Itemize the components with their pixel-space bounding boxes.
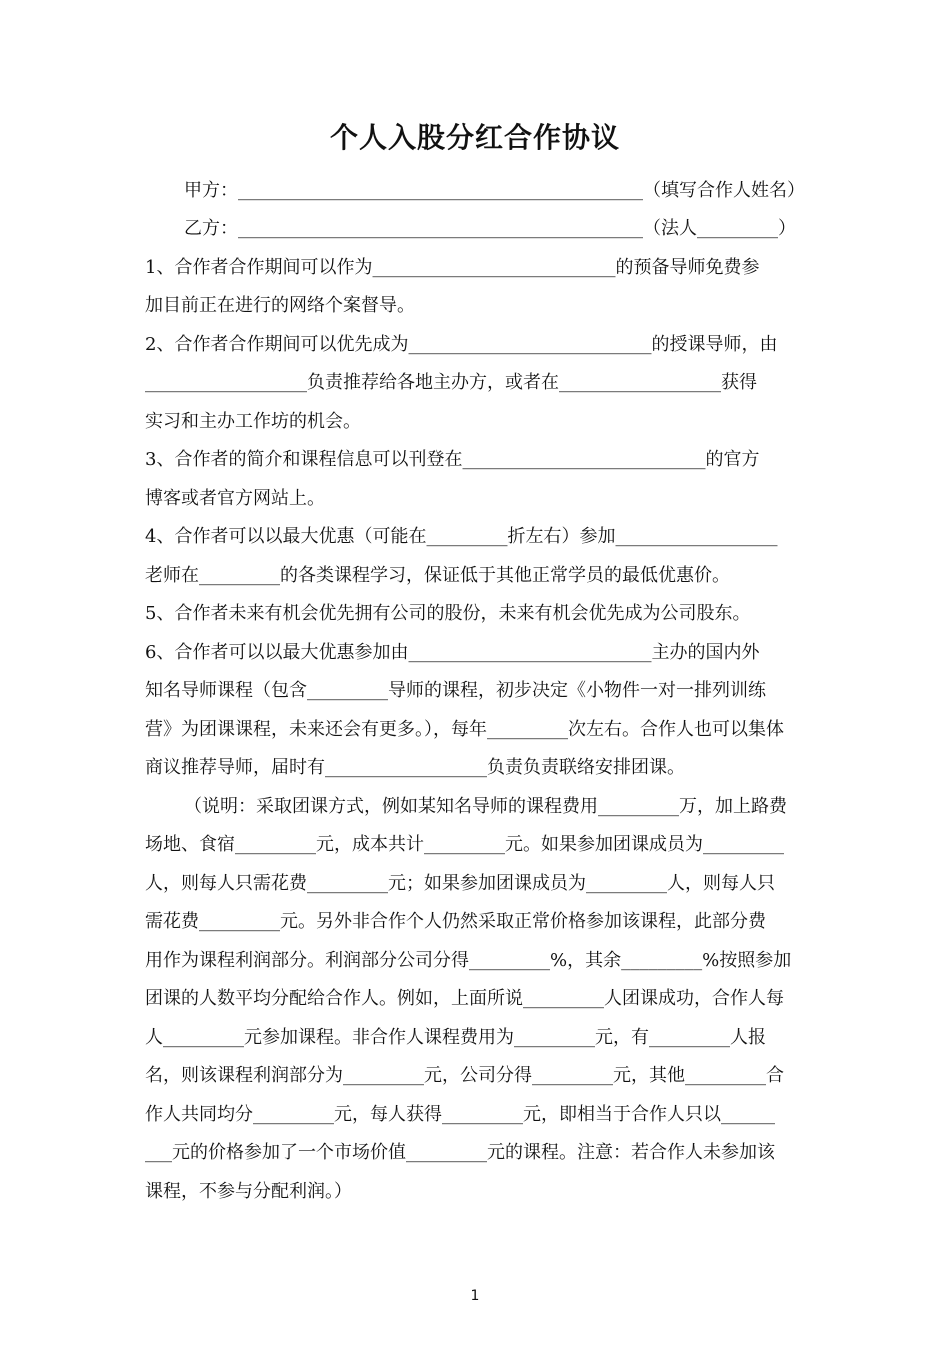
note-line-2: 场地、食宿_________元，成本共计_________元。如果参加团课成员为_________: [145, 834, 784, 855]
clause-1-line-2: 加目前正在进行的网络个案督导。: [145, 295, 415, 316]
note-line-3: 人，则每人只需花费_________元；如果参加团课成员为_________人，则每人只: [145, 873, 775, 894]
note-line-6: 团课的人数平均分配给合作人。例如，上面所说_________人团课成功，合作人每: [145, 988, 784, 1009]
clause-6-line-3: 营》为团课课程，未来还会有更多。），每年_________次左右。合作人也可以集体: [145, 719, 784, 740]
clause-4-line-2: 老师在_________的各类课程学习，保证低于其他正常学员的最低优惠价。: [145, 565, 730, 586]
clause-1-line-1: 1、合作者合作期间可以作为___________________________的预备导师免费参: [145, 257, 760, 278]
party-b-line: 乙方：_____________________________________________（法人_________）: [184, 218, 796, 239]
note-line-11: 课程，不参与分配利润。）: [145, 1181, 352, 1202]
note-line-5: 用作为课程利润部分。利润部分公司分得_________%，其余_________%按照参加: [145, 950, 792, 971]
page-number: 1: [470, 1288, 480, 1304]
clause-2-line-3: 实习和主办工作坊的机会。: [145, 411, 361, 432]
note-line-8: 名，则该课程利润部分为_________元，公司分得_________元，其他_________合: [145, 1065, 784, 1086]
clause-6-line-2: 知名导师课程（包含_________导师的课程，初步决定《小物件一对一排列训练: [145, 680, 766, 701]
clause-6-line-4: 商议推荐导师，届时有__________________负责负责联络安排团课。: [145, 757, 685, 778]
clause-3-line-2: 博客或者官方网站上。: [145, 488, 325, 509]
note-line-9: 作人共同均分_________元，每人获得_________元，即相当于合作人只以______: [145, 1104, 775, 1125]
note-line-4: 需花费_________元。另外非合作个人仍然采取正常价格参加该课程，此部分费: [145, 911, 766, 932]
clause-3-line-1: 3、合作者的简介和课程信息可以刊登在___________________________的官方: [145, 449, 760, 470]
clause-5-line-1: 5、合作者未来有机会优先拥有公司的股份，未来有机会优先成为公司股东。: [145, 603, 751, 624]
clause-4-line-1: 4、合作者可以以最大优惠（可能在_________折左右）参加__________________: [145, 526, 778, 547]
clause-2-line-1: 2、合作者合作期间可以优先成为___________________________的授课导师，由: [145, 334, 778, 355]
clause-2-line-2: __________________负责推荐给各地主办方，或者在__________________获得: [145, 372, 757, 393]
document-title: 个人入股分红合作协议: [329, 121, 620, 154]
note-line-7: 人_________元参加课程。非合作人课程费用为_________元，有_________人报: [145, 1027, 766, 1048]
party-a-line: 甲方：_____________________________________________（填写合作人姓名）: [184, 180, 805, 201]
clause-6-line-1: 6、合作者可以以最大优惠参加由___________________________主办的国内外: [145, 642, 760, 663]
note-line-10: ___元的价格参加了一个市场价值_________元的课程。注意：若合作人未参加该: [145, 1142, 775, 1163]
note-line-1: （说明：采取团课方式，例如某知名导师的课程费用_________万，加上路费: [184, 796, 787, 817]
